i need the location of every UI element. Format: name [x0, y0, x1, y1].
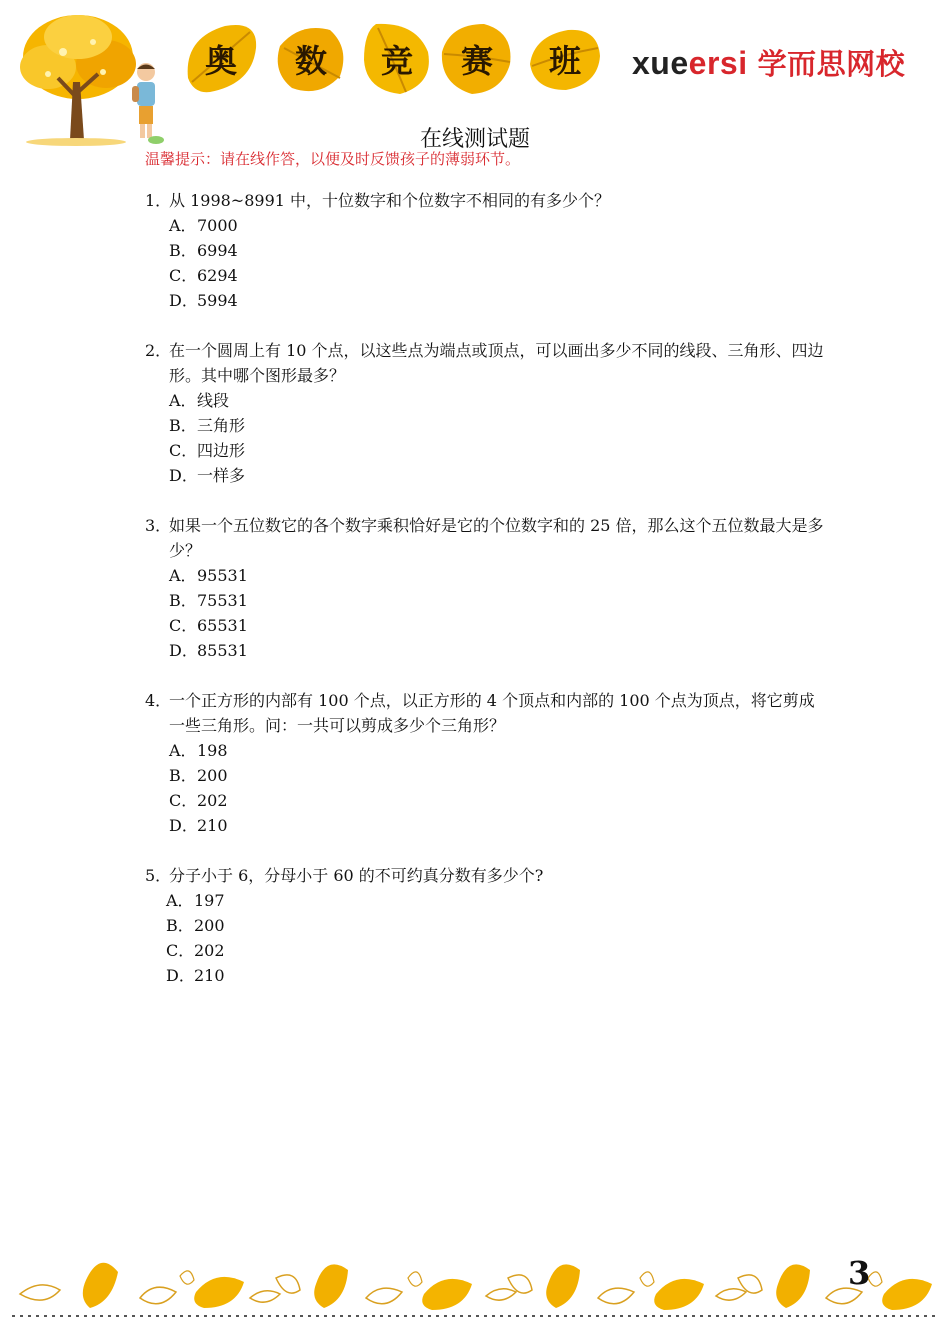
question-text: 如果一个五位数它的各个数字乘积恰好是它的个位数字和的 25 倍，那么这个五位数最大是多少？: [169, 516, 824, 560]
option-d[interactable]: [145, 288, 825, 313]
footer-leaf-border: [0, 1250, 950, 1344]
banner-leaf-3: [356, 18, 438, 100]
question-text: 在一个圆周上有 10 个点，以这些点为端点或顶点，可以画出多少不同的线段、三角形、四边形。其中哪个图形最多？: [169, 341, 824, 385]
option-letter: D．: [169, 641, 198, 660]
option-b[interactable]: [145, 238, 825, 263]
option-letter: C．: [169, 791, 198, 810]
option-letter: A．: [169, 566, 197, 585]
option-c[interactable]: [145, 938, 825, 963]
option-letter: C．: [166, 941, 195, 960]
question-list: [145, 188, 825, 1013]
option-c[interactable]: [145, 263, 825, 288]
option-letter: A．: [169, 741, 197, 760]
option-a[interactable]: [145, 563, 825, 588]
option-letter: A．: [166, 891, 194, 910]
option-letter: C．: [169, 616, 198, 635]
option-text: 7000: [197, 216, 238, 235]
question-number: 5．: [145, 866, 172, 885]
banner-leaf-1: [180, 18, 262, 100]
page-title: 在线测试题: [419, 127, 530, 152]
leaf-icon: [20, 1263, 932, 1310]
option-letter: D．: [169, 816, 198, 835]
question-text: 一个正方形的内部有 100 个点，以正方形的 4 个顶点和内部的 100 个点为顶点，将它剪成一些三角形。问：一共可以剪成多少个三角形？: [169, 691, 815, 735]
brand-logo: [632, 42, 905, 83]
option-d[interactable]: [145, 463, 825, 488]
option-text: 198: [197, 741, 228, 760]
question-number: 2．: [145, 341, 172, 360]
option-c[interactable]: [145, 613, 825, 638]
option-letter: C．: [169, 266, 198, 285]
banner-char: 竞: [380, 42, 413, 80]
question-2: [145, 338, 825, 488]
option-letter: B．: [169, 766, 197, 785]
option-text: 四边形: [197, 441, 246, 460]
question-5: [145, 863, 825, 988]
option-text: 197: [194, 891, 225, 910]
option-letter: A．: [169, 391, 197, 410]
option-text: 210: [197, 816, 228, 835]
option-a[interactable]: [145, 388, 825, 413]
option-c[interactable]: [145, 788, 825, 813]
option-text: 200: [197, 766, 228, 785]
option-letter: A．: [169, 216, 197, 235]
option-letter: D．: [169, 291, 198, 310]
option-text: 6994: [197, 241, 238, 260]
brand-en-part2: ersi: [688, 45, 748, 81]
option-text: 75531: [197, 591, 248, 610]
banner-char: 班: [548, 42, 581, 80]
question-1: [145, 188, 825, 313]
option-d[interactable]: [145, 638, 825, 663]
option-text: 202: [197, 791, 228, 810]
brand-cn: 学而思网校: [757, 47, 906, 81]
option-b[interactable]: [145, 413, 825, 438]
banner-leaf-2: [270, 18, 352, 100]
brand-en-part1: xue: [632, 45, 689, 81]
banner-char: 奥: [204, 42, 237, 80]
option-text: 三角形: [197, 416, 246, 435]
option-a[interactable]: [145, 888, 825, 913]
option-b[interactable]: [145, 588, 825, 613]
option-text: 210: [194, 966, 225, 985]
question-number: 4．: [145, 691, 172, 710]
question-number: 3．: [145, 516, 172, 535]
option-a[interactable]: [145, 213, 825, 238]
banner-leaf-4: [436, 18, 518, 100]
option-letter: D．: [166, 966, 195, 985]
option-d[interactable]: [145, 963, 825, 988]
option-letter: B．: [169, 416, 197, 435]
option-a[interactable]: [145, 738, 825, 763]
option-letter: B．: [169, 241, 197, 260]
option-text: 95531: [197, 566, 248, 585]
option-text: 6294: [197, 266, 238, 285]
option-text: 5994: [197, 291, 238, 310]
option-b[interactable]: [145, 763, 825, 788]
option-text: 65531: [197, 616, 248, 635]
option-letter: B．: [169, 591, 197, 610]
option-text: 线段: [197, 391, 230, 410]
option-c[interactable]: [145, 438, 825, 463]
option-text: 200: [194, 916, 225, 935]
option-text: 202: [194, 941, 225, 960]
option-b[interactable]: [145, 913, 825, 938]
option-text: 一样多: [197, 466, 246, 485]
question-text: 从 1998~8991 中，十位数字和个位数字不相同的有多少个？: [169, 191, 611, 210]
banner-char: 数: [294, 42, 327, 80]
page-number: 3: [848, 1254, 871, 1292]
question-text: 分子小于 6，分母小于 60 的不可约真分数有多少个?: [169, 866, 544, 885]
option-letter: B．: [166, 916, 194, 935]
option-text: 85531: [197, 641, 248, 660]
banner-char: 赛: [460, 42, 493, 80]
option-letter: D．: [169, 466, 198, 485]
option-d[interactable]: [145, 813, 825, 838]
banner-leaf-5: [524, 18, 606, 100]
option-letter: C．: [169, 441, 198, 460]
tip-text: 温馨提示：请在线作答，以便及时反馈孩子的薄弱环节。: [145, 150, 521, 168]
question-3: [145, 513, 825, 663]
question-4: [145, 688, 825, 838]
question-number: 1．: [145, 191, 172, 210]
